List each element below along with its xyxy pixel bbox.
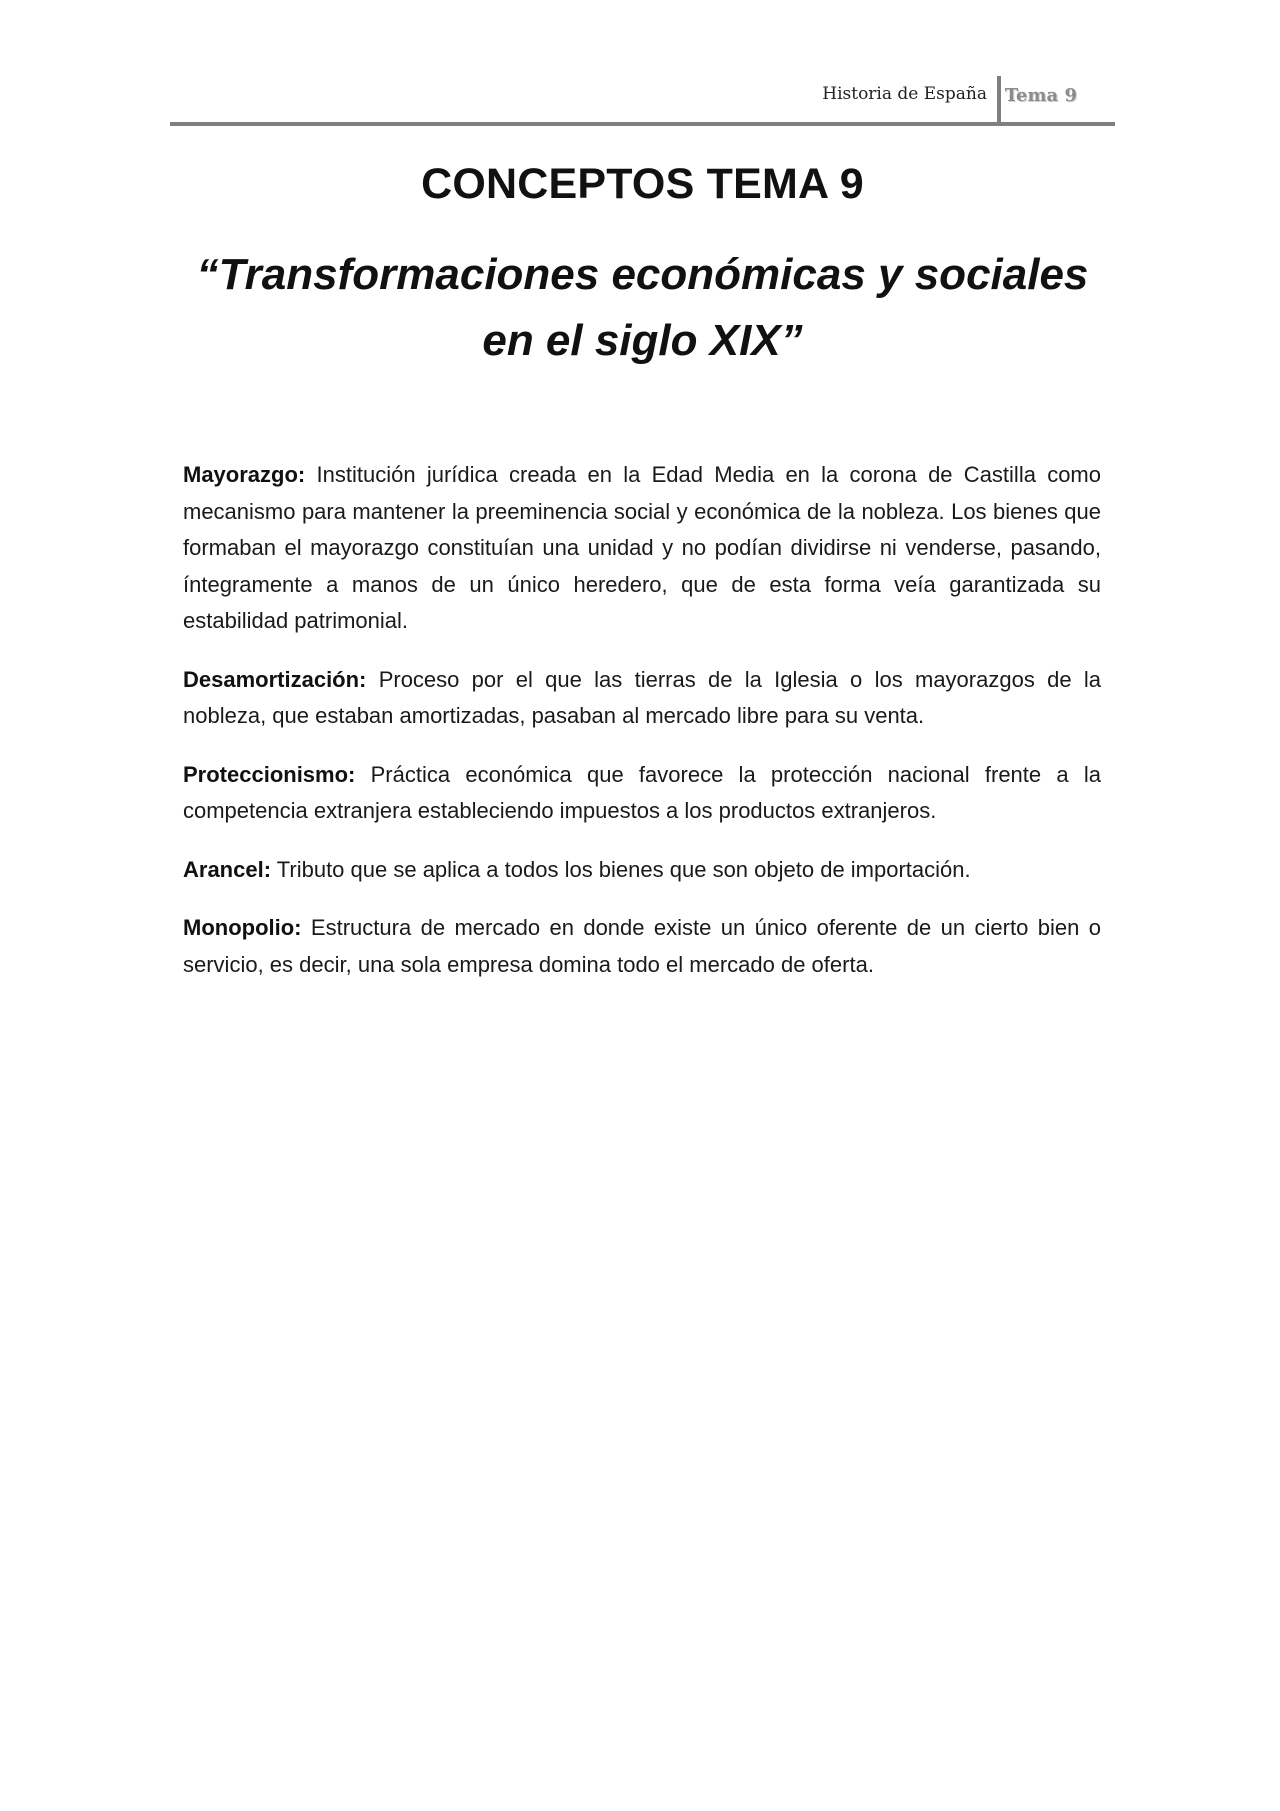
- document-title: CONCEPTOS TEMA 9: [421, 160, 864, 208]
- header-subject: Historia de España: [822, 84, 987, 104]
- concept-entry-desamortizacion: [183, 662, 1101, 735]
- concept-definition: Práctica económica que favorece la protección nacional frente a la competencia extranjera estableciendo impuestos a los productos extranjeros.: [183, 761, 1101, 823]
- concept-definition: Institución jurídica creada en la Edad Media en la corona de Castilla como mecanismo para mantener la preeminencia social y económica de la nobleza. Los bienes que formaban el mayorazgo constituían una unidad y no podían dividirse ni venderse, pasando, íntegramente a manos de un único heredero, que de esta forma veía garantizada su estabilidad patrimonial.: [183, 462, 1101, 633]
- concept-term: Desamortización:: [183, 666, 367, 692]
- concept-definition: Proceso por el que las tierras de la Iglesia o los mayorazgos de la nobleza, que estaban amortizadas, pasaban al mercado libre para su venta.: [183, 666, 1101, 728]
- concept-term: Arancel:: [183, 856, 272, 882]
- concept-definition: Estructura de mercado en donde existe un único oferente de un cierto bien o servicio, es decir, una sola empresa domina todo el mercado de oferta.: [183, 915, 1101, 977]
- concept-list: [183, 457, 1101, 1005]
- running-header: [170, 76, 1115, 126]
- concept-entry-arancel: [183, 852, 1101, 889]
- concept-entry-monopolio: [183, 910, 1101, 983]
- concept-entry-proteccionismo: [183, 757, 1101, 830]
- document-subtitle: “Transformaciones económicas y sociales en el siglo XIX”: [196, 250, 1089, 365]
- concept-term: Monopolio:: [183, 915, 302, 940]
- concept-entry-mayorazgo: [183, 457, 1101, 640]
- header-rule: [170, 122, 1115, 126]
- header-section: Tema 9: [1004, 85, 1077, 106]
- concept-term: Proteccionismo:: [183, 761, 356, 787]
- header-divider: [997, 76, 1001, 126]
- concept-definition: Tributo que se aplica a todos los bienes que son objeto de importación.: [276, 856, 971, 882]
- concept-term: Mayorazgo:: [183, 462, 306, 487]
